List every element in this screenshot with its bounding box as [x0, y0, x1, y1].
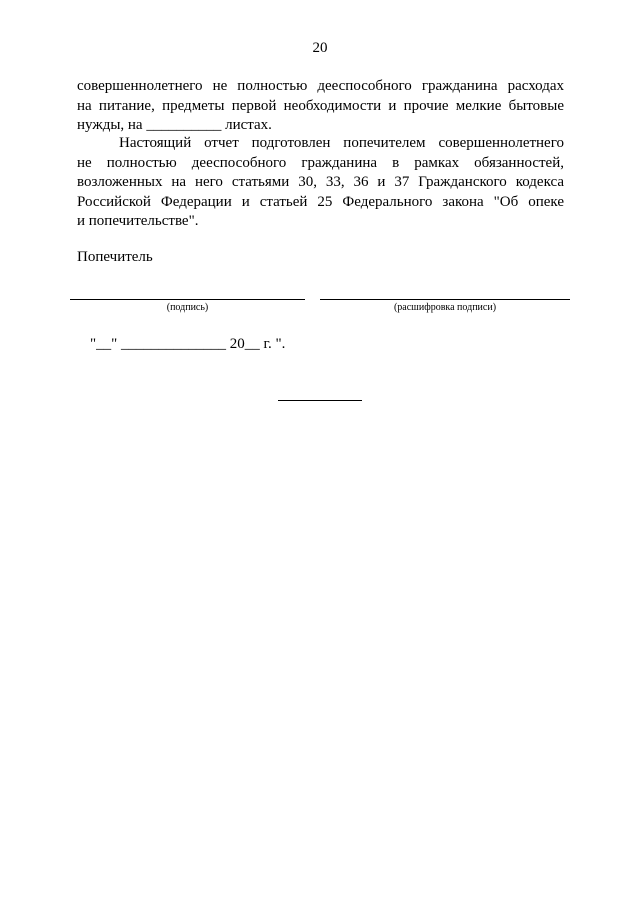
signature-caption: (подпись) — [166, 302, 209, 313]
date-line: "__" ______________ 20__ г. ". — [90, 336, 286, 352]
signature-decode-caption: (расшифровка подписи) — [393, 302, 497, 313]
paragraph-line: на питание, предметы первой необходимости и прочие мелкие бытовые — [77, 97, 564, 114]
paragraph-line: и попечительстве". — [77, 213, 199, 229]
paragraph-line: Настоящий отчет подготовлен попечителем совершеннолетнего — [119, 135, 564, 151]
paragraph-expenses — [77, 77, 564, 136]
paragraph-line: нужды, на __________ листах. — [77, 117, 272, 133]
paragraph-report-basis — [77, 134, 564, 232]
guardian-label: Попечитель — [77, 249, 153, 265]
paragraph-line: не полностью дееспособного гражданина в рамках обязанностей, — [77, 154, 564, 171]
end-of-document-rule — [278, 400, 362, 401]
paragraph-line: Российской Федерации и статьей 25 Федерального закона "Об опеке — [77, 193, 564, 210]
paragraph-line: совершеннолетнего не полностью дееспособного гражданина расходах — [77, 78, 564, 94]
page-number: 20 — [312, 40, 328, 56]
signature-field-line — [70, 299, 305, 300]
paragraph-line: возложенных на него статьями 30, 33, 36 и 37 Гражданского кодекса — [77, 174, 564, 190]
signature-decode-field-line — [320, 299, 570, 300]
